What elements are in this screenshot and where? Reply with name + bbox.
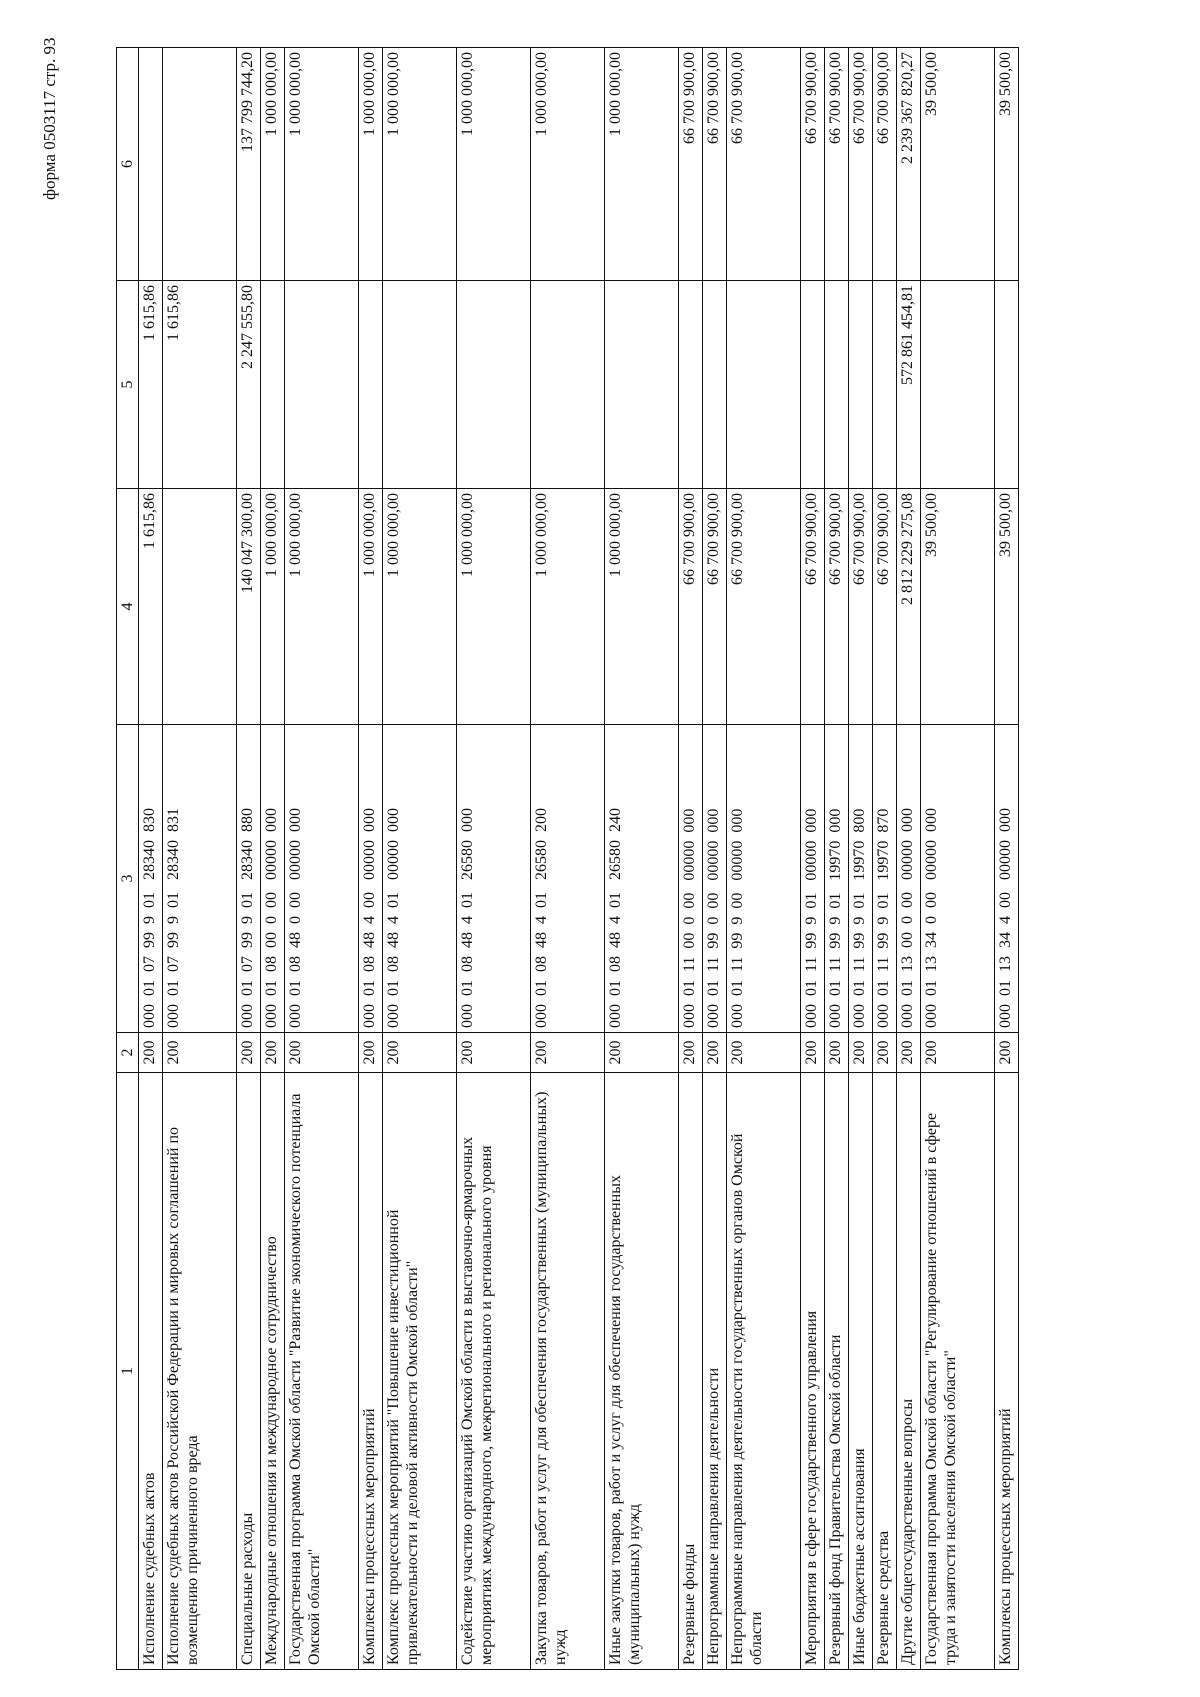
- row-name: Содействие участию организаций Омской области в выставочно-ярмарочных мероприятиях международного, межрегионального и регионального уровня: [457, 1073, 531, 1670]
- unexecuted-amount: 2 239 367 820,27: [897, 48, 921, 281]
- unexecuted-amount: 1 000 000,00: [383, 48, 457, 281]
- executed-amount: [285, 281, 359, 489]
- approved-amount: 1 000 000,00: [359, 489, 383, 725]
- unexecuted-amount: 1 000 000,00: [285, 48, 359, 281]
- approved-amount: 1 000 000,00: [531, 489, 605, 725]
- column-number: 3: [117, 725, 139, 1033]
- budget-code: 000 01 13 34 4 00 00000 000: [995, 725, 1019, 1033]
- unexecuted-amount: 66 700 900,00: [825, 48, 849, 281]
- executed-amount: [825, 281, 849, 489]
- executed-amount: 1 615,86: [163, 281, 237, 489]
- row-name: Резервные средства: [873, 1073, 897, 1670]
- approved-amount: 1 000 000,00: [261, 489, 285, 725]
- budget-code: 000 01 08 00 0 00 00000 000: [261, 725, 285, 1033]
- row-name: Иные бюджетные ассигнования: [849, 1073, 873, 1670]
- row-name: Другие общегосударственные вопросы: [897, 1073, 921, 1670]
- line-code: 200: [285, 1033, 359, 1073]
- table-row: [457, 48, 531, 1670]
- line-code: 200: [359, 1033, 383, 1073]
- line-code: 200: [921, 1033, 995, 1073]
- table-row: [359, 48, 383, 1670]
- line-code: 200: [139, 1033, 163, 1073]
- table-row: [163, 48, 237, 1670]
- table-row: [727, 48, 801, 1670]
- row-name: Непрограммные направления деятельности: [703, 1073, 727, 1670]
- approved-amount: 1 000 000,00: [383, 489, 457, 725]
- approved-amount: 39 500,00: [921, 489, 995, 725]
- unexecuted-amount: 1 000 000,00: [261, 48, 285, 281]
- approved-amount: 66 700 900,00: [801, 489, 825, 725]
- line-code: 200: [703, 1033, 727, 1073]
- table-row: [237, 48, 261, 1670]
- row-name: Комплекс процессных мероприятий "Повышение инвестиционной привлекательности и деловой активности Омской области": [383, 1073, 457, 1670]
- unexecuted-amount: 66 700 900,00: [679, 48, 703, 281]
- budget-code: 000 01 11 99 9 01 00000 000: [801, 725, 825, 1033]
- budget-code: 000 01 08 48 0 00 00000 000: [285, 725, 359, 1033]
- row-name: Мероприятия в сфере государственного управления: [801, 1073, 825, 1670]
- line-code: 200: [457, 1033, 531, 1073]
- approved-amount: 1 000 000,00: [605, 489, 679, 725]
- line-code: 200: [237, 1033, 261, 1073]
- executed-amount: [801, 281, 825, 489]
- budget-code: 000 01 11 99 9 01 19970 000: [825, 725, 849, 1033]
- executed-amount: [383, 281, 457, 489]
- unexecuted-amount: [163, 48, 237, 281]
- table-row: [849, 48, 873, 1670]
- line-code: 200: [825, 1033, 849, 1073]
- budget-code: 000 01 08 48 4 01 00000 000: [383, 725, 457, 1033]
- executed-amount: [995, 281, 1019, 489]
- budget-code: 000 01 11 00 0 00 00000 000: [679, 725, 703, 1033]
- approved-amount: 66 700 900,00: [727, 489, 801, 725]
- budget-code: 000 01 08 48 4 01 26580 200: [531, 725, 605, 1033]
- row-name: Государственная программа Омской области "Развитие экономического потенциала Омской области": [285, 1073, 359, 1670]
- unexecuted-amount: 66 700 900,00: [801, 48, 825, 281]
- column-number: 6: [117, 48, 139, 281]
- row-name: Исполнение судебных актов Российской Федерации и мировых соглашений по возмещению причиненного вреда: [163, 1073, 237, 1670]
- budget-code: 000 01 07 99 9 01 28340 880: [237, 725, 261, 1033]
- budget-code: 000 01 08 48 4 01 26580 000: [457, 725, 531, 1033]
- line-code: 200: [801, 1033, 825, 1073]
- table-row: [897, 48, 921, 1670]
- line-code: 200: [531, 1033, 605, 1073]
- executed-amount: 572 861 454,81: [897, 281, 921, 489]
- approved-amount: 66 700 900,00: [825, 489, 849, 725]
- unexecuted-amount: 1 000 000,00: [457, 48, 531, 281]
- executed-amount: [873, 281, 897, 489]
- approved-amount: 1 615,86: [139, 489, 163, 725]
- table-row: [801, 48, 825, 1670]
- line-code: 200: [897, 1033, 921, 1073]
- executed-amount: 2 247 555,80: [237, 281, 261, 489]
- budget-code: 000 01 11 99 0 00 00000 000: [703, 725, 727, 1033]
- executed-amount: [457, 281, 531, 489]
- executed-amount: [849, 281, 873, 489]
- unexecuted-amount: 66 700 900,00: [873, 48, 897, 281]
- approved-amount: 66 700 900,00: [703, 489, 727, 725]
- unexecuted-amount: 66 700 900,00: [849, 48, 873, 281]
- column-number: 4: [117, 489, 139, 725]
- executed-amount: [703, 281, 727, 489]
- table-row: [139, 48, 163, 1670]
- table-row: [703, 48, 727, 1670]
- column-number: 1: [117, 1073, 139, 1670]
- budget-code: 000 01 07 99 9 01 28340 831: [163, 725, 237, 1033]
- budget-code: 000 01 13 00 0 00 00000 000: [897, 725, 921, 1033]
- budget-code: 000 01 11 99 9 00 00000 000: [727, 725, 801, 1033]
- line-code: 200: [163, 1033, 237, 1073]
- executed-amount: [727, 281, 801, 489]
- unexecuted-amount: 66 700 900,00: [727, 48, 801, 281]
- row-name: Специальные расходы: [237, 1073, 261, 1670]
- budget-code: 000 01 08 48 4 01 26580 240: [605, 725, 679, 1033]
- executed-amount: [359, 281, 383, 489]
- row-name: Иные закупки товаров, работ и услуг для обеспечения государственных (муниципальных) нужд: [605, 1073, 679, 1670]
- table-row: [383, 48, 457, 1670]
- table-row: [679, 48, 703, 1670]
- table-row: [285, 48, 359, 1670]
- executed-amount: [531, 281, 605, 489]
- executed-amount: [605, 281, 679, 489]
- row-name: Комплексы процессных мероприятий: [995, 1073, 1019, 1670]
- unexecuted-amount: [139, 48, 163, 281]
- row-name: Резервные фонды: [679, 1073, 703, 1670]
- approved-amount: 66 700 900,00: [873, 489, 897, 725]
- unexecuted-amount: 1 000 000,00: [605, 48, 679, 281]
- approved-amount: 39 500,00: [995, 489, 1019, 725]
- table-row: [825, 48, 849, 1670]
- row-name: Международные отношения и международное сотрудничество: [261, 1073, 285, 1670]
- rotated-table-wrapper: [116, 48, 1050, 1670]
- line-code: 200: [727, 1033, 801, 1073]
- line-code: 200: [679, 1033, 703, 1073]
- approved-amount: 140 047 300,00: [237, 489, 261, 725]
- unexecuted-amount: 1 000 000,00: [359, 48, 383, 281]
- table-row: [995, 48, 1019, 1670]
- executed-amount: [261, 281, 285, 489]
- budget-code: 000 01 11 99 9 01 19970 800: [849, 725, 873, 1033]
- budget-code: 000 01 08 48 4 00 00000 000: [359, 725, 383, 1033]
- row-name: Исполнение судебных актов: [139, 1073, 163, 1670]
- line-code: 200: [383, 1033, 457, 1073]
- unexecuted-amount: 137 799 744,20: [237, 48, 261, 281]
- table-body: [139, 48, 1019, 1670]
- line-code: 200: [873, 1033, 897, 1073]
- row-name: Резервный фонд Правительства Омской области: [825, 1073, 849, 1670]
- row-name: Государственная программа Омской области "Регулирование отношений в сфере труда и занятости населения Омской области": [921, 1073, 995, 1670]
- unexecuted-amount: 39 500,00: [995, 48, 1019, 281]
- column-number: 5: [117, 281, 139, 489]
- approved-amount: [163, 489, 237, 725]
- column-number-row: [117, 48, 139, 1670]
- row-name: Закупка товаров, работ и услуг для обеспечения государственных (муниципальных) нужд: [531, 1073, 605, 1670]
- line-code: 200: [605, 1033, 679, 1073]
- budget-code: 000 01 13 34 0 00 00000 000: [921, 725, 995, 1033]
- row-name: Непрограммные направления деятельности государственных органов Омской области: [727, 1073, 801, 1670]
- budget-code: 000 01 07 99 9 01 28340 830: [139, 725, 163, 1033]
- table-row: [873, 48, 897, 1670]
- approved-amount: 1 000 000,00: [457, 489, 531, 725]
- column-number: 2: [117, 1033, 139, 1073]
- row-name: Комплексы процессных мероприятий: [359, 1073, 383, 1670]
- unexecuted-amount: 39 500,00: [921, 48, 995, 281]
- table-row: [531, 48, 605, 1670]
- executed-amount: [921, 281, 995, 489]
- table-row: [261, 48, 285, 1670]
- unexecuted-amount: 1 000 000,00: [531, 48, 605, 281]
- executed-amount: [679, 281, 703, 489]
- line-code: 200: [995, 1033, 1019, 1073]
- form-page-label: форма 0503117 стр. 93: [40, 37, 59, 200]
- approved-amount: 66 700 900,00: [849, 489, 873, 725]
- approved-amount: 2 812 229 275,08: [897, 489, 921, 725]
- line-code: 200: [849, 1033, 873, 1073]
- executed-amount: 1 615,86: [139, 281, 163, 489]
- budget-table: [116, 47, 1019, 1670]
- approved-amount: 1 000 000,00: [285, 489, 359, 725]
- unexecuted-amount: 66 700 900,00: [703, 48, 727, 281]
- table-row: [605, 48, 679, 1670]
- approved-amount: 66 700 900,00: [679, 489, 703, 725]
- budget-code: 000 01 11 99 9 01 19970 870: [873, 725, 897, 1033]
- line-code: 200: [261, 1033, 285, 1073]
- table-row: [921, 48, 995, 1670]
